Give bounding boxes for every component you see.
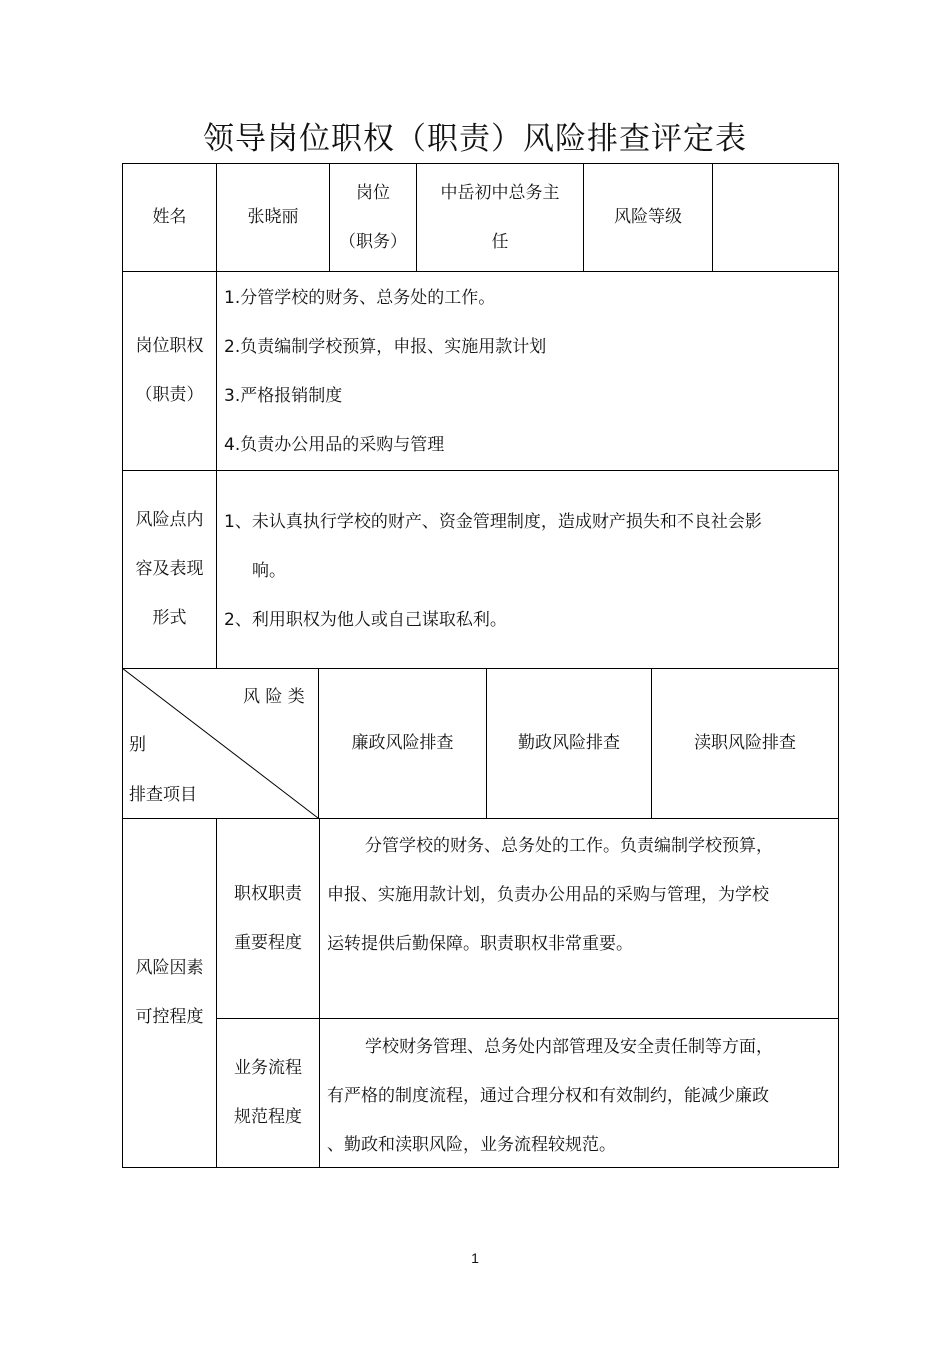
- col-header-diligence: 勤政风险排查: [518, 733, 620, 753]
- controllability-label: 风险因素 可控程度: [135, 958, 204, 1027]
- diag-label-top: 风 险 类: [243, 687, 305, 707]
- list-item: 3.严格报销制度: [224, 386, 343, 406]
- document-title: 领导岗位职权（职责）风险排查评定表: [203, 121, 747, 157]
- risk-level-value: [713, 164, 838, 271]
- list-item: 1.分管学校的财务、总务处的工作。: [224, 288, 496, 308]
- position-label: 岗位 （职务）: [339, 182, 407, 252]
- duties-list: [224, 274, 834, 470]
- page-number: 1: [471, 1250, 479, 1266]
- list-item: 4.负责办公用品的采购与管理: [224, 435, 445, 455]
- name-label: 姓名: [152, 207, 187, 227]
- list-item: 2.负责编制学校预算，申报、实施用款计划: [224, 337, 547, 357]
- col-header-integrity: 廉政风险排查: [351, 733, 454, 753]
- process-text: 学校财务管理、总务处内部管理及安全责任制等方面， 有严格的制度流程，通过合理分权和有效制约，能减少廉政 、勤政和渎职风险，业务流程较规范。: [327, 1037, 773, 1155]
- position-value: 中岳初中总务主 任: [440, 182, 560, 252]
- importance-label: 职权职责 重要程度: [234, 883, 302, 953]
- importance-text: 分管学校的财务、总务处的工作。负责编制学校预算， 申报、实施用款计划，负责办公用品的采购与管理，为学校 运转提供后勤保障。职责职权非常重要。: [327, 836, 773, 954]
- diag-label-mid: 别: [129, 735, 146, 755]
- diag-label-bottom: 排查项目: [129, 785, 197, 805]
- process-label: 业务流程 规范程度: [234, 1058, 302, 1127]
- risk-points-label: 风险点内 容及表现 形式: [135, 510, 204, 628]
- risk-level-label: 风险等级: [614, 207, 682, 227]
- col-header-dereliction: 渎职风险排查: [694, 733, 796, 753]
- name-value: 张晓丽: [247, 207, 299, 227]
- duties-label: 岗位职权 （职责）: [135, 336, 204, 405]
- risk-points-text: 1、未认真执行学校的财产、资金管理制度，造成财产损失和不良社会影 响。 2、利用职权为他人或自己谋取私利。: [224, 512, 762, 630]
